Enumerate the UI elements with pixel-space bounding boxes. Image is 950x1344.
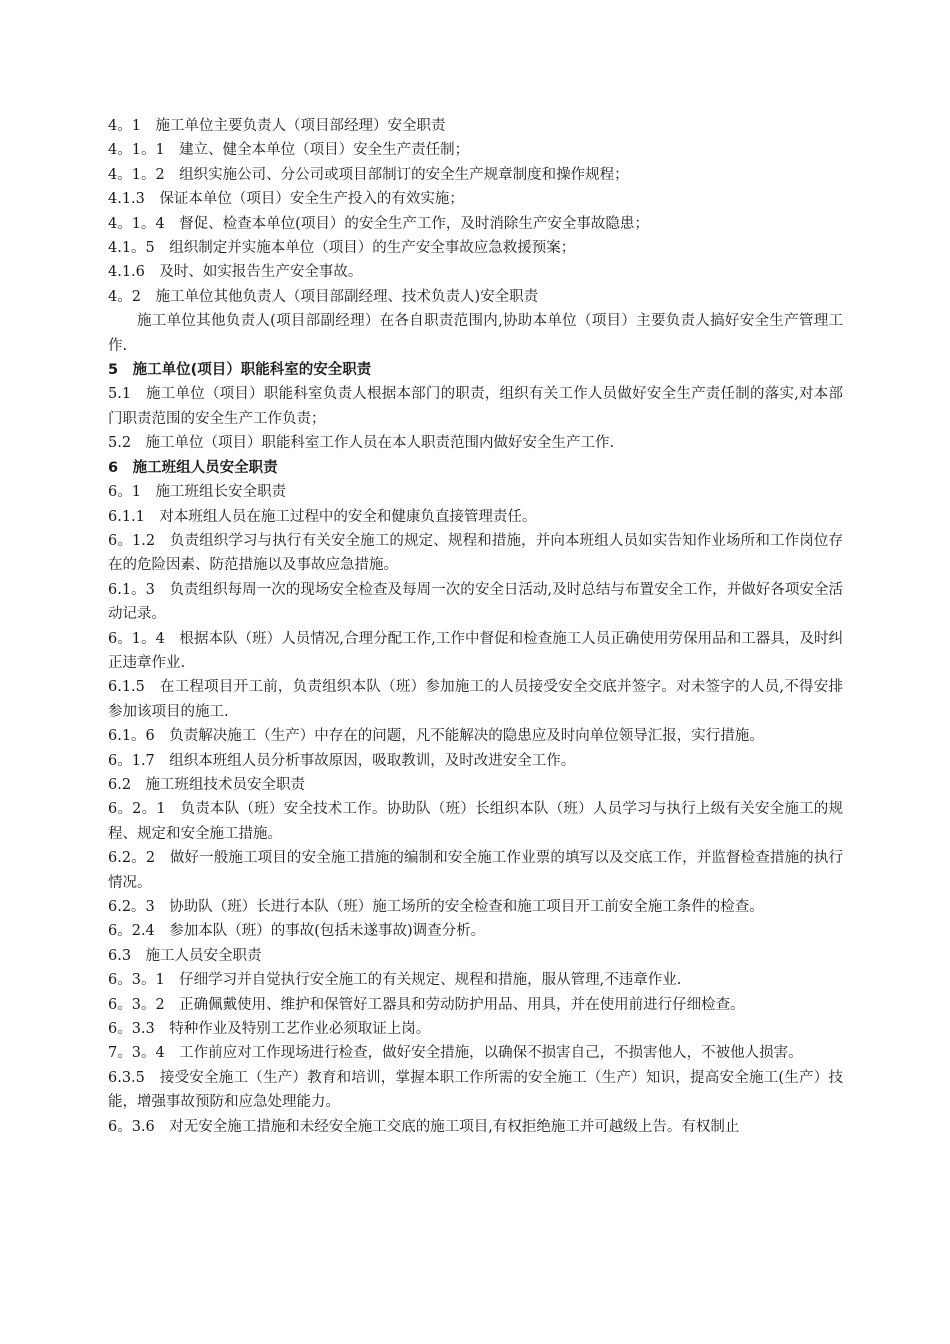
- paragraph: 4.1.6 及时、如实报告生产安全事故。: [108, 264, 363, 281]
- paragraph: 4。1 施工单位主要负责人（项目部经理）安全职责: [108, 118, 446, 134]
- section-heading: 5 施工单位(项目）职能科室的安全职责: [108, 362, 372, 379]
- paragraph: 4。2 施工单位其他负责人（项目部副经理、技术负责人)安全职责: [108, 288, 539, 305]
- paragraph: 6.2。2 做好一般施工项目的安全施工措施的编制和安全施工作业票的填写以及交底工作，并监督检查措施的执行情况。: [108, 850, 843, 891]
- paragraph: 6.1。3 负责组织每周一次的现场安全检查及每周一次的安全日活动,及时总结与布置安全工作，并做好各项安全活动记录。: [108, 581, 843, 623]
- paragraph: 7。3。4 工作前应对工作现场进行检查，做好安全措施，以确保不损害自己，不损害他人，不被他人损害。: [108, 1045, 803, 1062]
- paragraph: 4。1。1 建立、健全本单位（项目）安全生产责任制；: [108, 142, 470, 159]
- paragraph: 6.3.5 接受安全施工（生产）教育和培训，掌握本职工作所需的安全施工（生产）知识，提高安全施工(生产）技能，增强事故预防和应急处理能力。: [108, 1069, 843, 1111]
- paragraph: 6。1 施工班组长安全职责: [108, 484, 286, 501]
- paragraph: 6。1。4 根据本队（班）人员情况,合理分配工作,工作中督促和检查施工人员正确使用劳保用品和工器具，及时纠正违章作业.: [108, 630, 843, 671]
- paragraph: 6.1.5 在工程项目开工前，负责组织本队（班）参加施工的人员接受安全交底并签字。对未签字的人员,不得安排参加该项目的施工.: [108, 679, 843, 720]
- paragraph: 6。3.3 特种作业及特别工艺作业必须取证上岗。: [108, 1021, 431, 1038]
- paragraph: 5.1 施工单位（项目）职能科室负责人根据本部门的职责，组织有关工作人员做好安全生产责任制的落实,对本部门职责范围的安全生产工作负责；: [108, 386, 843, 427]
- paragraph: 4。1。4 督促、检查本单位(项目）的安全生产工作，及时消除生产安全事故隐患；: [108, 215, 649, 232]
- paragraph: 6.2。3 协助队（班）长进行本队（班）施工场所的安全检查和施工项目开工前安全施工条件的检查。: [108, 899, 764, 915]
- paragraph: 6.3 施工人员安全职责: [108, 947, 262, 964]
- paragraph: 4。1。2 组织实施公司、分公司或项目部制订的安全生产规章制度和操作规程；: [108, 166, 629, 183]
- paragraph: 6。3。2 正确佩戴使用、维护和保管好工器具和劳动防护用品、用具，并在使用前进行仔细检查。: [108, 996, 745, 1013]
- section-heading: 6 施工班组人员安全职责: [108, 459, 278, 476]
- paragraph: 6。2.4 参加本队（班）的事故(包括未遂事故)调查分析。: [108, 923, 486, 940]
- paragraph: 6。3。1 仔细学习并自觉执行安全施工的有关规定、规程和措施，服从管理,不违章作业.: [108, 972, 682, 989]
- paragraph: 6.1。6 负责解决施工（生产）中存在的问题，凡不能解决的隐患应及时向单位领导汇报，实行措施。: [108, 728, 764, 745]
- paragraph: 6.2 施工班组技术员安全职责: [108, 776, 306, 793]
- document-page: [108, 114, 843, 1139]
- paragraph-indented: 施工单位其他负责人(项目部副经理）在各自职责范围内,协助本单位（项目）主要负责人搞好安全生产管理工作.: [108, 313, 843, 354]
- paragraph: 6。3.6 对无安全施工措施和未经安全施工交底的施工项目,有权拒绝施工并可越级上告。有权制止: [108, 1118, 740, 1135]
- paragraph: 6。2。1 负责本队（班）安全技术工作。协助队（班）长组织本队（班）人员学习与执行上级有关安全施工的规程、规定和安全施工措施。: [108, 801, 843, 842]
- paragraph: 4.1。5 组织制定并实施本单位（项目）的生产安全事故应急救援预案；: [108, 240, 576, 257]
- paragraph: 5.2 施工单位（项目）职能科室工作人员在本人职责范围内做好安全生产工作.: [108, 435, 615, 452]
- paragraph: 6.1.1 对本班组人员在施工过程中的安全和健康负直接管理责任。: [108, 508, 537, 525]
- paragraph: 6。1.7 组织本班组人员分析事故原因，吸取教训，及时改进安全工作。: [108, 752, 576, 769]
- paragraph: 6。1.2 负责组织学习与执行有关安全施工的规定、规程和措施，并向本班组人员如实告知作业场所和工作岗位存在的危险因素、防范措施以及事故应急措施。: [108, 532, 843, 574]
- paragraph: 4.1.3 保证本单位（项目）安全生产投入的有效实施；: [108, 191, 464, 208]
